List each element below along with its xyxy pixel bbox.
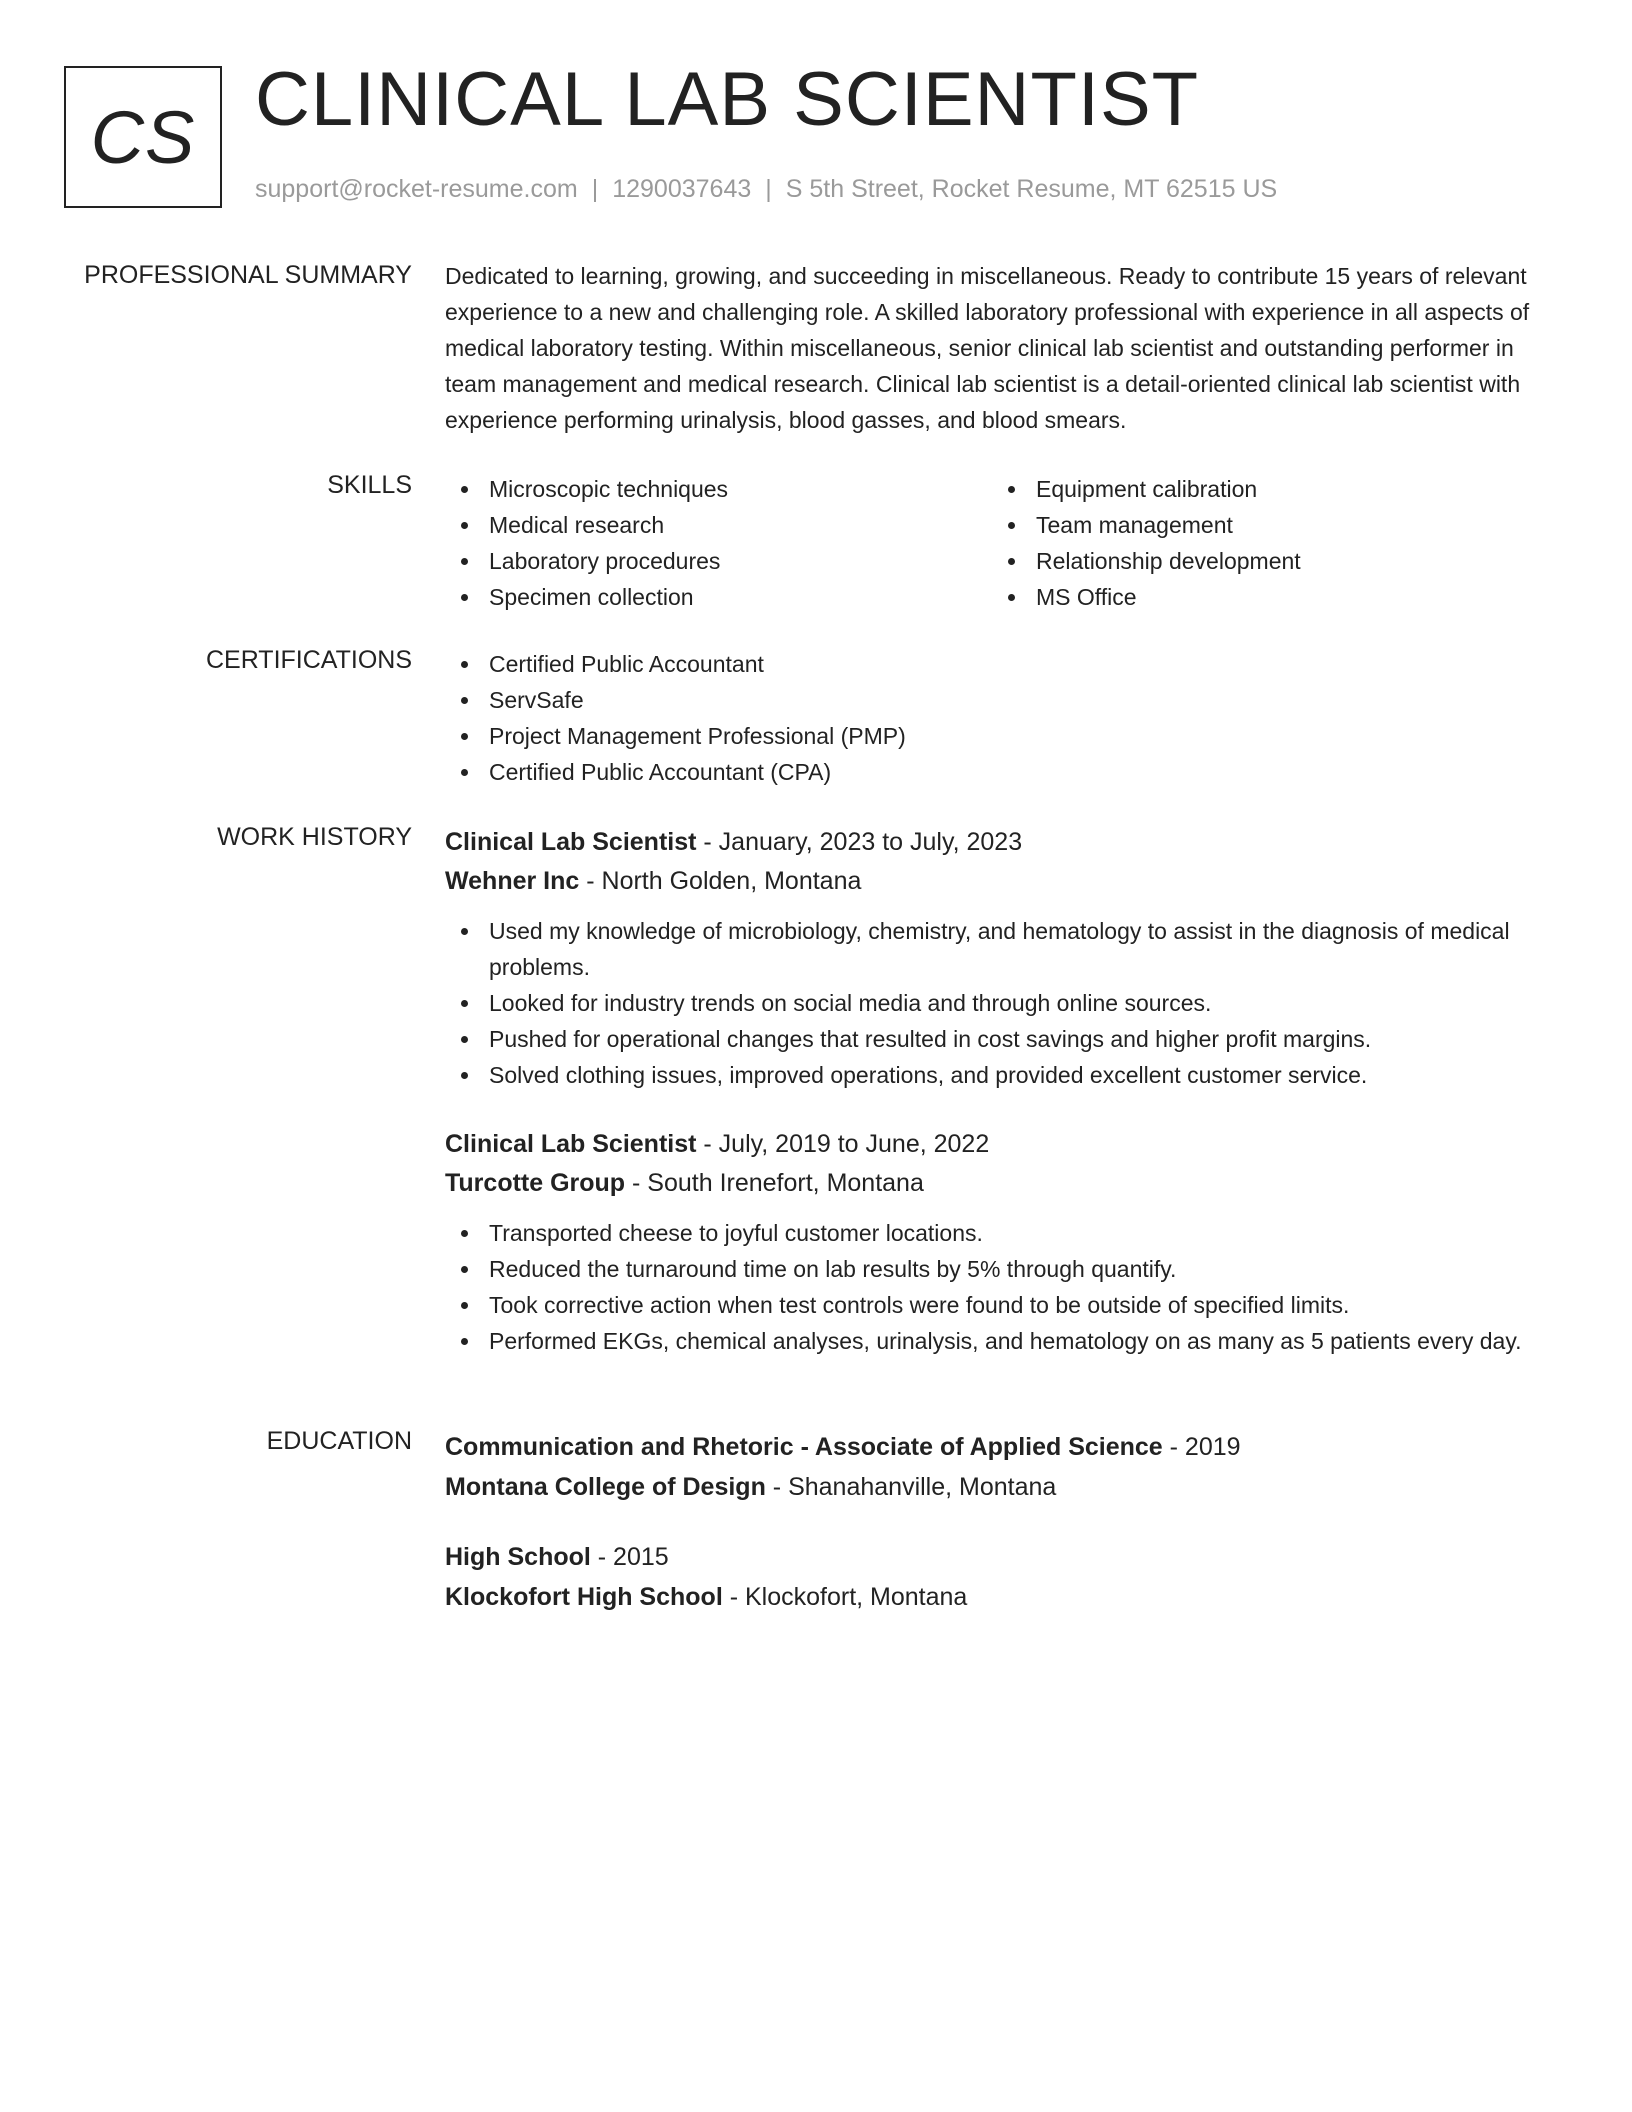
section-label-certifications: CERTIFICATIONS	[205, 646, 412, 674]
job-title-line	[445, 823, 1565, 862]
skill-item: Equipment calibration	[992, 471, 1539, 507]
education-school: Klockofort High School	[445, 1583, 723, 1611]
education-year: - 2019	[1162, 1433, 1241, 1461]
skills-grid	[445, 471, 1565, 615]
job-company: Wehner Inc	[445, 867, 580, 895]
skill-item: MS Office	[992, 579, 1539, 615]
education-body	[445, 1427, 1565, 1617]
skills-column-right	[992, 471, 1539, 615]
education-degree: High School	[445, 1543, 591, 1571]
job-bullet: Reduced the turnaround time on lab results by 5% through quantify.	[445, 1251, 1565, 1287]
job-company: Turcotte Group	[445, 1169, 626, 1197]
job-dates: - January, 2023 to July, 2023	[696, 828, 1023, 856]
certification-item: Project Management Professional (PMP)	[445, 718, 1565, 754]
education-school-line	[445, 1577, 1565, 1617]
education-entry	[445, 1427, 1565, 1507]
resume-title: CLINICAL LAB SCIENTIST	[255, 57, 1200, 142]
skill-item: Laboratory procedures	[445, 543, 992, 579]
job-bullet: Transported cheese to joyful customer locations.	[445, 1215, 1565, 1251]
section-label-work-history: WORK HISTORY	[217, 823, 412, 851]
education-school: Montana College of Design	[445, 1473, 766, 1501]
job-location: - South Irenefort, Montana	[625, 1169, 924, 1197]
section-label-skills: SKILLS	[327, 471, 412, 499]
certification-item: Certified Public Accountant (CPA)	[445, 754, 1565, 790]
skill-item: Relationship development	[992, 543, 1539, 579]
job-org-line	[445, 862, 1565, 901]
skill-item: Specimen collection	[445, 579, 992, 615]
job-org-line	[445, 1164, 1565, 1203]
contact-email: support@rocket-resume.com	[255, 175, 578, 203]
education-degree-line	[445, 1537, 1565, 1577]
education-degree-line	[445, 1427, 1565, 1467]
job-title: Clinical Lab Scientist	[445, 1130, 697, 1158]
job-dates: - July, 2019 to June, 2022	[696, 1130, 990, 1158]
job-entry	[445, 823, 1565, 1093]
certifications-body	[445, 646, 1565, 790]
job-bullets	[445, 1215, 1565, 1359]
contact-line	[255, 175, 1277, 204]
education-location: - Klockofort, Montana	[722, 1583, 968, 1611]
education-degree: Communication and Rhetoric - Associate of Applied Science	[445, 1433, 1163, 1461]
contact-separator: |	[591, 175, 599, 203]
job-location: - North Golden, Montana	[579, 867, 862, 895]
education-entry	[445, 1537, 1565, 1617]
certifications-list	[445, 646, 1565, 790]
job-bullet: Performed EKGs, chemical analyses, urinalysis, and hematology on as many as 5 patients every day.	[445, 1323, 1565, 1359]
skill-item: Team management	[992, 507, 1539, 543]
job-bullet: Used my knowledge of microbiology, chemistry, and hematology to assist in the diagnosis of medical problems.	[445, 913, 1565, 985]
summary-body	[445, 261, 1565, 438]
job-title-line	[445, 1125, 1565, 1164]
skills-column-left	[445, 471, 992, 615]
job-bullet: Took corrective action when test controls were found to be outside of specified limits.	[445, 1287, 1565, 1323]
section-label-education: EDUCATION	[266, 1427, 412, 1455]
contact-separator: |	[765, 175, 772, 203]
education-school-line	[445, 1467, 1565, 1507]
certification-item: ServSafe	[445, 682, 1565, 718]
contact-phone: 1290037643	[612, 175, 752, 203]
section-label-summary: PROFESSIONAL SUMMARY	[84, 261, 412, 289]
contact-address: S 5th Street, Rocket Resume, MT 62515 US	[785, 175, 1278, 203]
education-year: - 2015	[590, 1543, 669, 1571]
job-entry	[445, 1125, 1565, 1359]
work-history-body	[445, 823, 1565, 1359]
job-title: Clinical Lab Scientist	[445, 828, 697, 856]
monogram-box	[64, 66, 222, 208]
job-bullet: Looked for industry trends on social media and through online sources.	[445, 985, 1565, 1021]
education-location: - Shanahanville, Montana	[765, 1473, 1057, 1501]
job-bullet: Solved clothing issues, improved operations, and provided excellent customer service.	[445, 1057, 1565, 1093]
skill-item: Medical research	[445, 507, 992, 543]
job-bullets	[445, 913, 1565, 1093]
job-bullet: Pushed for operational changes that resulted in cost savings and higher profit margins.	[445, 1021, 1565, 1057]
certification-item: Certified Public Accountant	[445, 646, 1565, 682]
monogram-initials: CS	[90, 95, 196, 179]
summary-text: Dedicated to learning, growing, and succeeding in miscellaneous. Ready to contribute 15 years of relevant experience to a new and challenging role. A skilled laboratory professional with experience in all aspects of medical laboratory testing. Within miscellaneous, senior clinical lab scientist and outstanding performer in team management and medical research. Clinical lab scientist is a detail-oriented clinical lab scientist with experience performing urinalysis, blood gasses, and blood smears.	[445, 263, 1530, 433]
skill-item: Microscopic techniques	[445, 471, 992, 507]
